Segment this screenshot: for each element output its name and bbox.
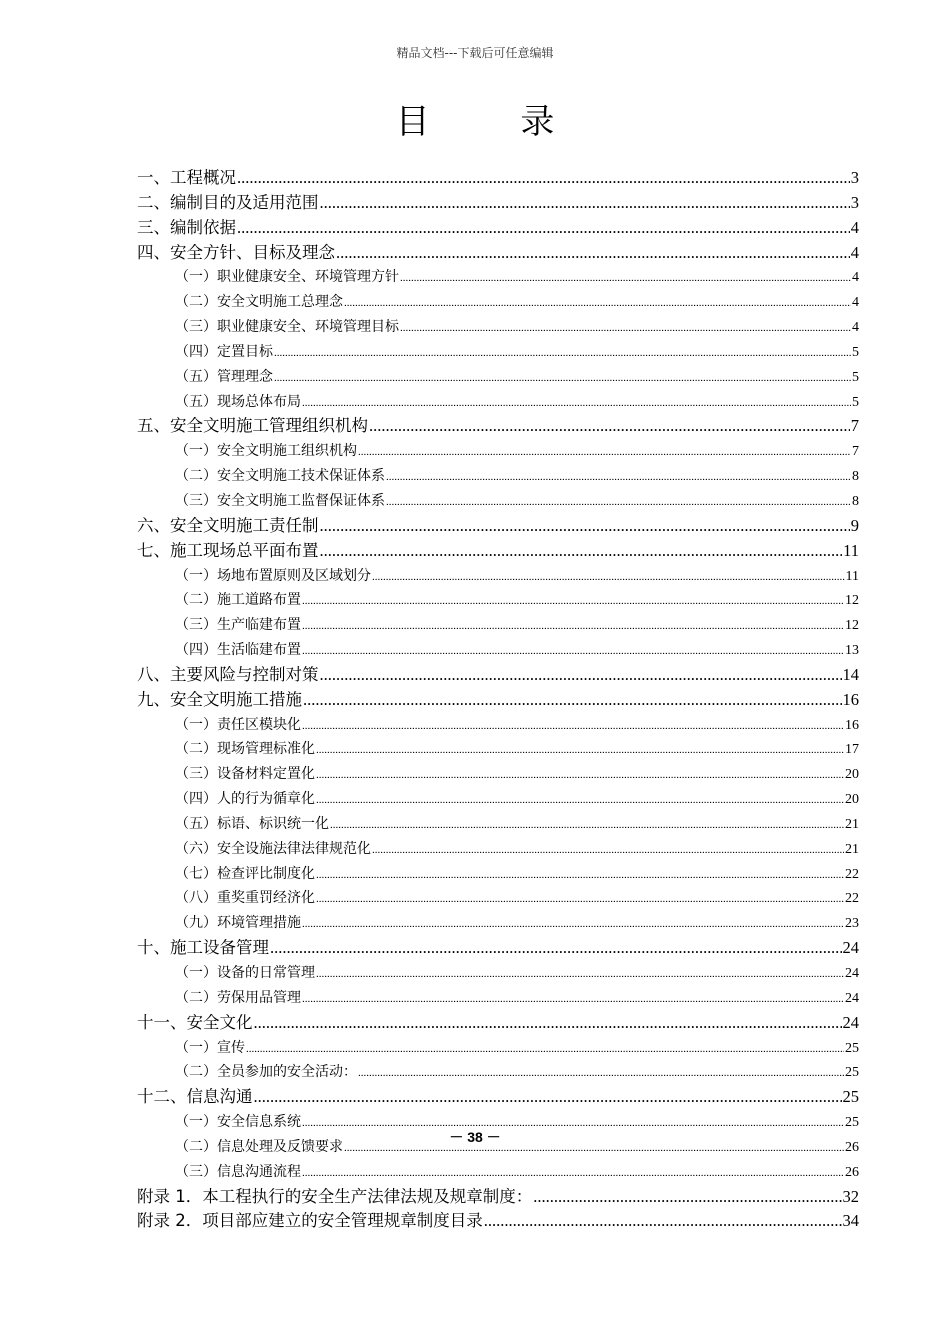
toc-entry-subsection[interactable] — [137, 1060, 859, 1085]
toc-leader-dots — [274, 341, 851, 365]
toc-entry-label: （二）安全文明施工总理念 — [175, 294, 343, 311]
toc-leader-dots — [316, 887, 844, 911]
toc-entry-page: 4 — [852, 295, 859, 311]
toc-leader-dots — [302, 987, 844, 1011]
toc-entry-subsection[interactable] — [137, 265, 859, 290]
toc-entry-page: 5 — [852, 394, 859, 410]
toc-leader-dots — [400, 266, 851, 290]
toc-leader-dots — [372, 838, 844, 862]
toc-entry-section[interactable] — [137, 688, 859, 713]
toc-entry-subsection[interactable] — [137, 1135, 859, 1160]
toc-entry-label: （三）安全文明施工监督保证体系 — [175, 492, 385, 509]
table-of-contents — [137, 166, 859, 1234]
toc-entry-page: 11 — [843, 540, 859, 560]
toc-entry-page: 22 — [845, 866, 859, 882]
toc-entry-page: 21 — [845, 841, 859, 857]
page-header: 精品文档---下载后可任意编辑 — [396, 46, 554, 60]
toc-entry-section[interactable] — [137, 1185, 859, 1210]
toc-entry-label: （二）现场管理标准化 — [175, 741, 315, 758]
toc-leader-dots — [320, 191, 850, 216]
toc-entry-page: 9 — [850, 515, 859, 535]
page-number: － 38 － — [449, 1129, 501, 1145]
toc-entry-label: （五）标语、标识统一化 — [175, 815, 329, 832]
toc-entry-label: （九）环境管理措施 — [175, 915, 301, 932]
toc-entry-label: （三）职业健康安全、环境管理目标 — [175, 319, 399, 336]
toc-entry-label: （四）生活临建布置 — [175, 642, 301, 659]
toc-entry-page: 16 — [842, 689, 859, 709]
toc-entry-page: 20 — [845, 767, 859, 783]
toc-leader-dots — [369, 414, 850, 439]
toc-entry-label: 十二、信息沟通 — [137, 1087, 253, 1107]
toc-entry-label: （二）全员参加的安全活动： — [175, 1064, 357, 1081]
toc-leader-dots — [302, 391, 851, 415]
toc-leader-dots — [344, 291, 851, 315]
toc-entry-subsection[interactable] — [137, 489, 859, 514]
toc-entry-section[interactable] — [137, 1011, 859, 1036]
toc-entry-label: （一）宣传 — [175, 1039, 245, 1056]
toc-entry-page: 8 — [852, 493, 859, 509]
toc-entry-label: （三）信息沟通流程 — [175, 1163, 301, 1180]
toc-entry-page: 20 — [845, 792, 859, 808]
toc-entry-label: （六）安全设施法律法律规范化 — [175, 840, 371, 857]
toc-entry-subsection[interactable] — [137, 340, 859, 365]
toc-entry-section[interactable] — [137, 241, 859, 266]
toc-leader-dots — [316, 788, 844, 812]
toc-entry-subsection[interactable] — [137, 737, 859, 762]
toc-entry-section[interactable] — [137, 936, 859, 961]
toc-entry-page: 25 — [845, 1115, 859, 1131]
toc-entry-subsection[interactable] — [137, 1160, 859, 1185]
toc-entry-label: （三）生产临建布置 — [175, 617, 301, 634]
toc-leader-dots — [302, 1111, 844, 1135]
toc-leader-dots — [400, 316, 851, 340]
toc-entry-subsection[interactable] — [137, 564, 859, 589]
toc-leader-dots — [372, 565, 845, 589]
toc-entry-label: （二）劳保用品管理 — [175, 989, 301, 1006]
toc-entry-page: 25 — [845, 1040, 859, 1056]
toc-entry-page: 24 — [842, 1012, 859, 1032]
toc-entry-label: 九、安全文明施工措施 — [137, 689, 302, 709]
toc-entry-subsection[interactable] — [137, 986, 859, 1011]
toc-entry-subsection[interactable] — [137, 365, 859, 390]
toc-leader-dots — [484, 1209, 842, 1234]
toc-entry-label: （四）人的行为循章化 — [175, 791, 315, 808]
toc-leader-dots — [237, 216, 850, 241]
page-title: 目 录 — [395, 102, 595, 142]
toc-entry-page: 26 — [845, 1164, 859, 1180]
toc-entry-label: 八、主要风险与控制对策 — [137, 664, 319, 684]
toc-entry-page: 4 — [850, 242, 859, 262]
toc-entry-page: 3 — [850, 192, 859, 212]
toc-leader-dots — [246, 1037, 844, 1061]
toc-entry-section[interactable] — [137, 166, 859, 191]
toc-entry-label: 十一、安全文化 — [137, 1012, 253, 1032]
toc-entry-page: 7 — [852, 444, 859, 460]
toc-entry-subsection[interactable] — [137, 713, 859, 738]
toc-entry-label: （一）安全信息系统 — [175, 1114, 301, 1131]
toc-entry-label: （五）现场总体布局 — [175, 393, 301, 410]
toc-entry-subsection[interactable] — [137, 290, 859, 315]
toc-entry-label: （一）责任区模块化 — [175, 716, 301, 733]
toc-leader-dots — [344, 1136, 844, 1160]
toc-leader-dots — [302, 912, 844, 936]
toc-entry-label: 六、安全文明施工责任制 — [137, 515, 319, 535]
toc-leader-dots — [316, 738, 844, 762]
toc-entry-subsection[interactable] — [137, 911, 859, 936]
toc-entry-section[interactable] — [137, 1085, 859, 1110]
toc-entry-subsection[interactable] — [137, 762, 859, 787]
toc-entry-label: 二、编制目的及适用范围 — [137, 192, 319, 212]
toc-entry-page: 26 — [845, 1139, 859, 1155]
toc-leader-dots — [274, 366, 851, 390]
toc-leader-dots — [316, 962, 844, 986]
toc-entry-label: （一）场地布置原则及区域划分 — [175, 567, 371, 584]
toc-entry-subsection[interactable] — [137, 464, 859, 489]
toc-leader-dots — [303, 688, 842, 713]
toc-leader-dots — [237, 166, 850, 191]
toc-entry-section[interactable] — [137, 216, 859, 241]
toc-entry-page: 12 — [845, 618, 859, 634]
toc-entry-page: 25 — [842, 1087, 859, 1107]
toc-leader-dots — [533, 1185, 841, 1210]
toc-entry-page: 8 — [852, 469, 859, 485]
toc-entry-page: 34 — [842, 1211, 859, 1231]
toc-entry-label: （二）安全文明施工技术保证体系 — [175, 468, 385, 485]
toc-entry-label: （二）信息处理及反馈要求 — [175, 1138, 343, 1155]
toc-entry-subsection[interactable] — [137, 613, 859, 638]
toc-leader-dots — [330, 813, 844, 837]
toc-entry-subsection[interactable] — [137, 315, 859, 340]
toc-entry-label: （八）重奖重罚经济化 — [175, 890, 315, 907]
toc-entry-subsection[interactable] — [137, 1110, 859, 1135]
toc-entry-page: 23 — [845, 916, 859, 932]
toc-entry-label: 十、施工设备管理 — [137, 938, 269, 958]
toc-entry-label: 附录 1．本工程执行的安全生产法律法规及规章制度： — [137, 1186, 533, 1206]
toc-leader-dots — [302, 614, 844, 638]
toc-entry-page: 3 — [850, 168, 859, 187]
toc-leader-dots — [320, 663, 842, 688]
toc-entry-label: （七）检查评比制度化 — [175, 865, 315, 882]
toc-entry-subsection[interactable] — [137, 1036, 859, 1061]
toc-entry-page: 14 — [842, 664, 859, 684]
toc-leader-dots — [336, 241, 850, 266]
toc-leader-dots — [316, 763, 844, 787]
toc-entry-page: 21 — [845, 816, 859, 832]
toc-leader-dots — [358, 440, 851, 464]
toc-entry-subsection[interactable] — [137, 961, 859, 986]
toc-entry-label: 四、安全方针、目标及理念 — [137, 242, 335, 262]
toc-entry-section[interactable] — [137, 663, 859, 688]
toc-entry-page: 22 — [845, 891, 859, 907]
toc-entry-label: 一、工程概况 — [137, 168, 236, 187]
toc-entry-label: （三）设备材料定置化 — [175, 766, 315, 783]
toc-entry-subsection[interactable] — [137, 439, 859, 464]
toc-entry-page: 7 — [850, 416, 859, 436]
toc-entry-section[interactable] — [137, 514, 859, 539]
toc-entry-label: （四）定置目标 — [175, 343, 273, 360]
toc-entry-section[interactable] — [137, 414, 859, 439]
toc-entry-subsection[interactable] — [137, 837, 859, 862]
toc-leader-dots — [254, 1085, 842, 1110]
toc-leader-dots — [386, 465, 851, 489]
toc-entry-subsection[interactable] — [137, 862, 859, 887]
toc-entry-label: （五）管理理念 — [175, 368, 273, 385]
toc-entry-page: 16 — [845, 717, 859, 733]
toc-entry-page: 13 — [845, 643, 859, 659]
toc-entry-page: 25 — [845, 1065, 859, 1081]
toc-leader-dots — [254, 1011, 842, 1036]
toc-entry-subsection[interactable] — [137, 886, 859, 911]
toc-leader-dots — [302, 1161, 844, 1185]
toc-entry-label: （一）设备的日常管理 — [175, 965, 315, 981]
toc-leader-dots — [320, 514, 850, 539]
toc-entry-page: 12 — [845, 593, 859, 609]
toc-entry-page: 17 — [845, 742, 859, 758]
toc-entry-page: 32 — [842, 1186, 859, 1206]
toc-leader-dots — [302, 714, 844, 738]
toc-entry-subsection[interactable] — [137, 812, 859, 837]
toc-entry-label: 七、施工现场总平面布置 — [137, 540, 319, 560]
toc-entry-page: 4 — [850, 217, 859, 237]
toc-entry-section[interactable] — [137, 539, 859, 564]
toc-entry-page: 24 — [845, 990, 859, 1006]
toc-entry-label: 附录 2．项目部应建立的安全管理规章制度目录 — [137, 1211, 483, 1231]
toc-entry-page: 11 — [845, 568, 859, 584]
toc-entry-page: 5 — [852, 344, 859, 360]
toc-leader-dots — [316, 863, 844, 887]
toc-entry-label: （二）施工道路布置 — [175, 592, 301, 609]
toc-entry-section[interactable] — [137, 1209, 859, 1234]
toc-entry-subsection[interactable] — [137, 787, 859, 812]
toc-entry-subsection[interactable] — [137, 588, 859, 613]
toc-leader-dots — [386, 490, 851, 514]
toc-entry-label: （一）职业健康安全、环境管理方针 — [175, 269, 399, 286]
toc-entry-page: 24 — [845, 966, 859, 981]
toc-entry-page: 24 — [842, 938, 859, 958]
toc-entry-page: 4 — [852, 320, 859, 336]
toc-entry-label: 五、安全文明施工管理组织机构 — [137, 416, 368, 436]
toc-entry-label: 三、编制依据 — [137, 217, 236, 237]
toc-leader-dots — [270, 936, 842, 961]
toc-leader-dots — [358, 1061, 844, 1085]
toc-leader-dots — [302, 639, 844, 663]
toc-entry-label: （一）安全文明施工组织机构 — [175, 443, 357, 460]
toc-entry-page: 5 — [852, 369, 859, 385]
toc-entry-subsection[interactable] — [137, 638, 859, 663]
toc-entry-page: 4 — [852, 270, 859, 286]
toc-entry-subsection[interactable] — [137, 390, 859, 415]
toc-leader-dots — [320, 539, 843, 564]
toc-entry-section[interactable] — [137, 191, 859, 216]
toc-leader-dots — [302, 589, 844, 613]
